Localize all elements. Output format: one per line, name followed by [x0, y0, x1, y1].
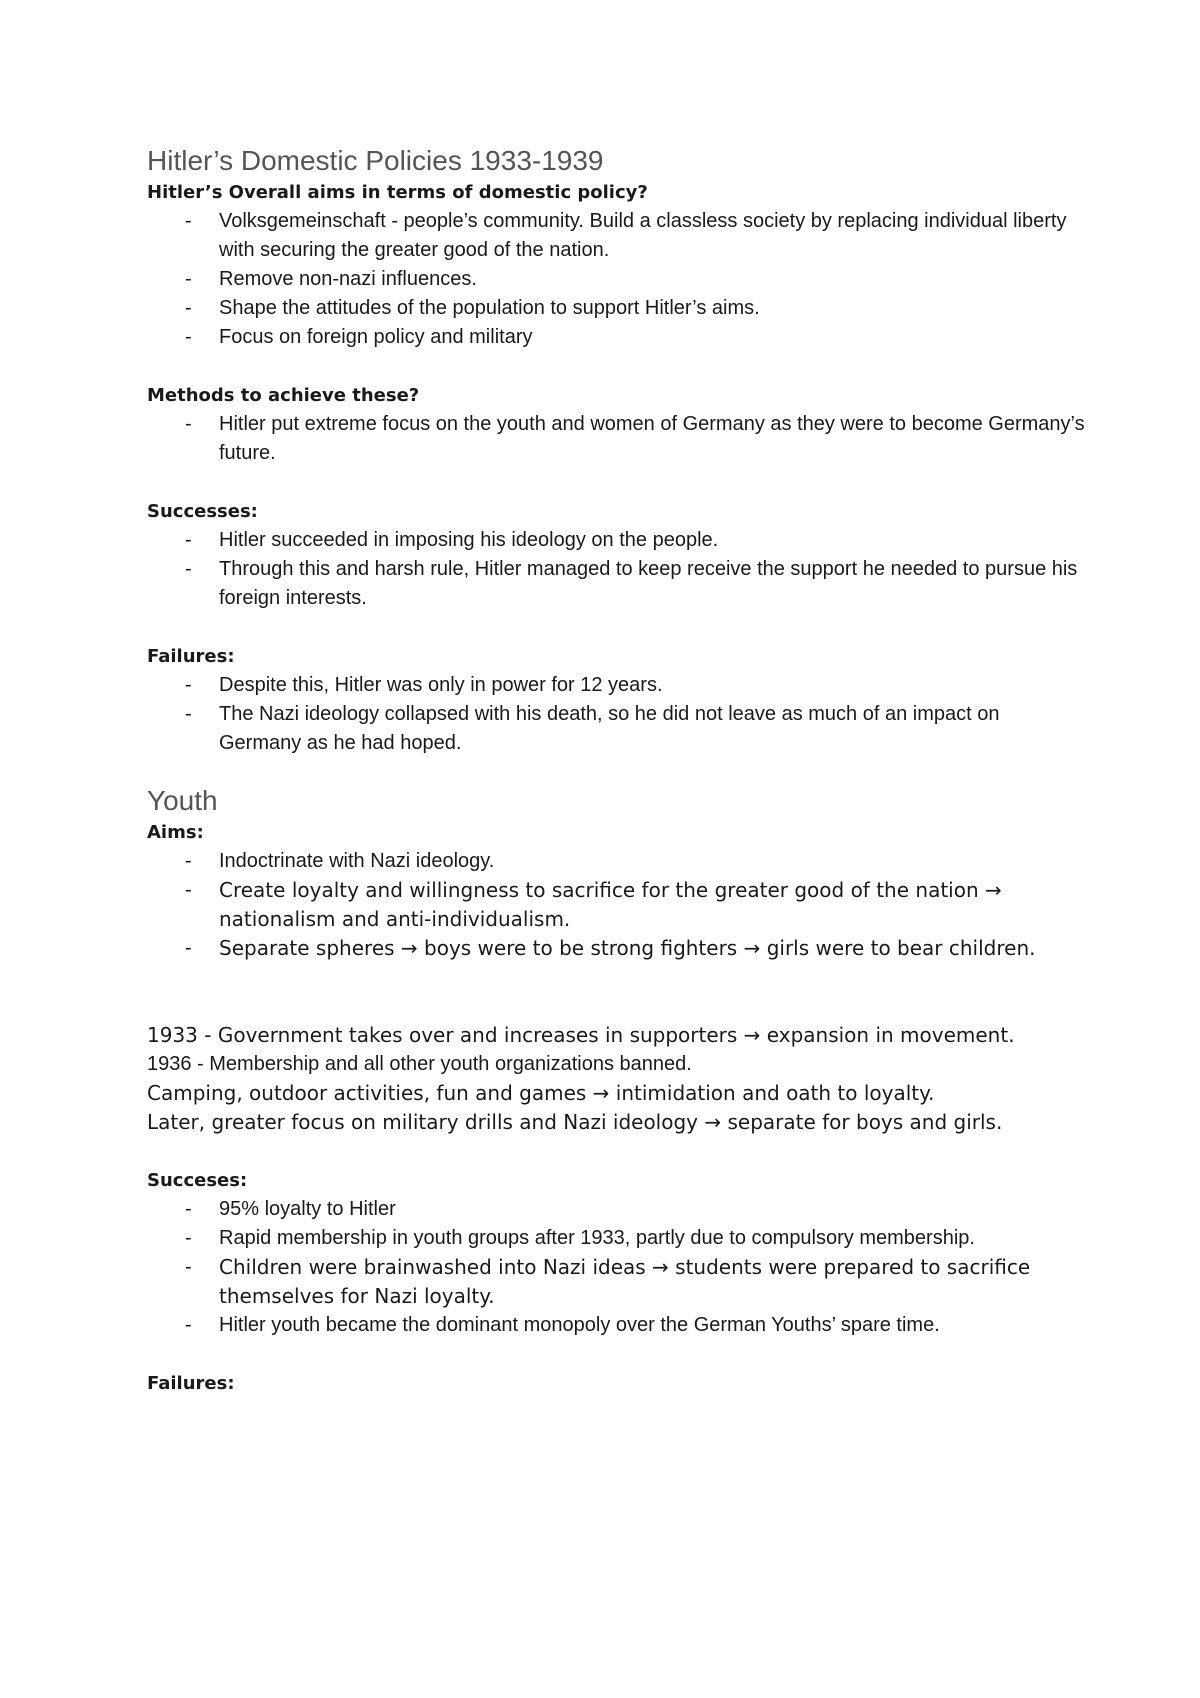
dash-bullet: -: [185, 326, 192, 348]
list-item: - Hitler succeeded in imposing his ideology on the people.: [147, 526, 1087, 555]
youth-aims-list: [147, 847, 1087, 963]
timeline-1933: 1933 - Government takes over and increases in supporters → expansion in movement.: [147, 1023, 1015, 1047]
list-item: - Hitler put extreme focus on the youth and women of Germany as they were to become Germany’s future.: [147, 410, 1087, 468]
dash-bullet: -: [185, 937, 192, 959]
successes-list: [147, 526, 1087, 613]
successes-heading: Successes:: [147, 501, 258, 522]
overall-aims-list: [147, 207, 1087, 352]
list-item: - Despite this, Hitler was only in power for 12 years.: [147, 671, 1087, 700]
dash-bullet: -: [185, 850, 192, 872]
list-item: - Volksgemeinschaft - people’s community. Build a classless society by replacing individual liberty with securing the greater good of the nation.: [147, 207, 1087, 265]
list-item: - Through this and harsh rule, Hitler managed to keep receive the support he needed to pursue his foreign interests.: [147, 555, 1087, 613]
dash-bullet: -: [185, 529, 192, 551]
timeline-1936: 1936 - Membership and all other youth organizations banned.: [147, 1053, 692, 1075]
dash-bullet: -: [185, 879, 192, 901]
youth-section-title: Youth: [147, 785, 218, 816]
youth-failures-heading: Failures:: [147, 1373, 235, 1394]
list-item: - Remove non-nazi influences.: [147, 265, 1087, 294]
list-item: - Hitler youth became the dominant monopoly over the German Youths’ spare time.: [147, 1311, 1087, 1340]
methods-list: [147, 410, 1087, 468]
dash-bullet: -: [185, 297, 192, 319]
list-item: - Separate spheres → boys were to be strong fighters → girls were to bear children.: [147, 934, 1087, 963]
page-title: Hitler’s Domestic Policies 1933-1939: [147, 145, 604, 176]
list-item: - The Nazi ideology collapsed with his death, so he did not leave as much of an impact on Germany as he had hoped.: [147, 700, 1087, 758]
dash-bullet: -: [185, 413, 192, 435]
failures-list: [147, 671, 1087, 758]
list-item: - Children were brainwashed into Nazi ideas → students were prepared to sacrifice themselves for Nazi loyalty.: [185, 1255, 1031, 1308]
list-item: - Rapid membership in youth groups after 1933, partly due to compulsory membership.: [147, 1224, 1087, 1253]
failures-heading: Failures:: [147, 646, 235, 667]
list-item: - Shape the attitudes of the population to support Hitler’s aims.: [147, 294, 1087, 323]
dash-bullet: -: [185, 558, 192, 580]
dash-bullet: -: [185, 1314, 192, 1336]
timeline-later: Later, greater focus on military drills and Nazi ideology → separate for boys and girls.: [147, 1110, 1003, 1134]
list-item: - Create loyalty and willingness to sacrifice for the greater good of the nation → nationalism and anti-individualism.: [185, 878, 1002, 931]
youth-aims-heading: Aims:: [147, 822, 204, 843]
timeline-activities: Camping, outdoor activities, fun and games → intimidation and oath to loyalty.: [147, 1081, 935, 1105]
dash-bullet: -: [185, 1256, 192, 1278]
methods-heading: Methods to achieve these?: [147, 385, 420, 406]
dash-bullet: -: [185, 674, 192, 696]
dash-bullet: -: [185, 1227, 192, 1249]
dash-bullet: -: [185, 1198, 192, 1220]
overall-aims-heading: Hitler’s Overall aims in terms of domestic policy?: [147, 182, 648, 203]
document-page: [147, 144, 1087, 1398]
list-item: - 95% loyalty to Hitler: [147, 1195, 1087, 1224]
dash-bullet: -: [185, 268, 192, 290]
dash-bullet: -: [185, 210, 192, 232]
list-item: - Indoctrinate with Nazi ideology.: [147, 847, 1087, 876]
youth-successes-heading: Succeses:: [147, 1170, 248, 1191]
dash-bullet: -: [185, 703, 192, 725]
list-item: - Focus on foreign policy and military: [147, 323, 1087, 352]
youth-successes-list: [147, 1195, 1087, 1340]
